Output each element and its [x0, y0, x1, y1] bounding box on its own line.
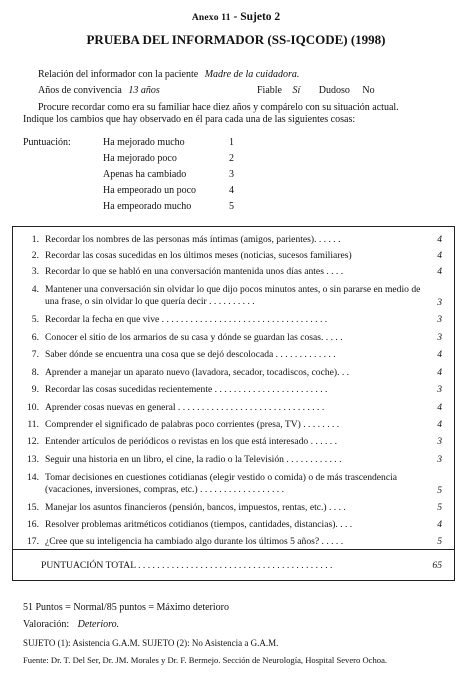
item-text: Recordar la fecha en que vive . . . . . . . . . . . . . . . . . . . . . . . . . . . . . . . . . . . [45, 314, 328, 325]
item-score: 5 [437, 485, 442, 496]
item-text: ¿Cree que su inteligencia ha cambiado algo durante los últimos 5 años? . . . . . [45, 536, 344, 547]
source-note: Fuente: Dr. T. Del Ser, Dr. JM. Morales y Dr. F. Bermejo. Sección de Neurología, Hospital Severo Ochoa. [23, 655, 388, 665]
item-text: Recordar las cosas sucedidas recientemente . . . . . . . . . . . . . . . . . . . . . . . . [45, 384, 328, 395]
item-number: 2. [31, 250, 39, 261]
total-divider [13, 549, 454, 550]
item-score: 4 [437, 349, 442, 360]
item-number: 17. [27, 536, 39, 547]
item-number: 4. [31, 284, 39, 295]
item-text: Aprender cosas nuevas en general . . . . . . . . . . . . . . . . . . . . . . . . . . . . . . . [45, 402, 325, 413]
item-score: 4 [437, 419, 442, 430]
item-text: Tomar decisiones en cuestiones cotidianas (elegir vestido o comida) o de más trascendencia (vacaciones, inversiones, compras, etc.) . . . . . . . . . . . . . . . . . . [45, 472, 398, 495]
item-score: 4 [437, 266, 442, 277]
item-number: 14. [27, 472, 39, 483]
item-number: 9. [31, 384, 39, 395]
item-text: Mantener una conversación sin olvidar lo que dijo pocos minutos antes, o sin pararse en medio de una frase, o sin olvidar lo que quería decir . . . . . . . . . . [45, 284, 421, 307]
scale-option-value: 3 [229, 169, 234, 180]
item-number: 11. [27, 419, 39, 430]
item-number: 8. [31, 367, 39, 378]
years-label: Años de convivencia [38, 85, 122, 96]
item-score: 3 [437, 297, 442, 308]
item-number: 16. [27, 519, 39, 530]
reliable-label: Fiable [257, 85, 282, 96]
page-title: PRUEBA DEL INFORMADOR (SS-IQCODE) (1998) [86, 32, 386, 47]
item-text: Entender artículos de periódicos o revistas en los que está interesado . . . . . . [45, 436, 337, 447]
item-text: Recordar lo que se habló en una conversación mantenida unos días antes . . . . [45, 266, 344, 277]
item-score: 3 [437, 454, 442, 465]
relation-row [38, 69, 299, 80]
scale-label: Puntuación: [23, 137, 71, 148]
item-number: 3. [31, 266, 39, 277]
items-table [12, 226, 455, 581]
item-text: Seguir una historia en un libro, el cine, la radio o la Televisión . . . . . . . . . . . . [45, 454, 342, 465]
item-score: 3 [437, 436, 442, 447]
relation-value: Madre de la cuidadora. [204, 69, 300, 80]
total-value: 65 [432, 560, 442, 571]
scale-option-value: 5 [229, 201, 234, 212]
reliability-row [257, 85, 375, 96]
annex-subject: - Sujeto 2 [230, 11, 281, 23]
item-text: Resolver problemas aritméticos cotidianos (tiempos, cantidades, distancias). . . . [45, 519, 353, 530]
item-text: Aprender a manejar un aparato nuevo (lavadora, secador, tocadiscos, coche). . . [45, 367, 350, 378]
item-score: 4 [437, 250, 442, 261]
reliable-value: Sí [292, 85, 301, 96]
item-text: Comprender el significado de palabras poco corrientes (presa, TV) . . . . . . . . [45, 419, 340, 430]
item-score: 5 [437, 502, 442, 513]
item-number: 6. [31, 332, 39, 343]
scale-option-text: Ha mejorado mucho [103, 137, 185, 148]
item-text: Recordar las cosas sucedidas en los últimos meses (noticias, sucesos familiares) [45, 250, 352, 261]
item-text: Conocer el sitio de los armarios de su casa y dónde se guardan las cosas. . . . . [45, 332, 343, 343]
scale-option-text: Ha empeorado mucho [103, 201, 192, 212]
annex-label: Anexo 11 [191, 13, 231, 23]
item-score: 4 [437, 367, 442, 378]
scale-option-value: 1 [229, 137, 234, 148]
valuation-row [23, 619, 119, 630]
item-number: 15. [27, 502, 39, 513]
valuation-value: Deterioro. [77, 619, 120, 630]
scale-option-text: Ha mejorado poco [103, 153, 177, 164]
instructions-line-2: Indique los cambios que hay observado en él para cada una de las siguientes cosas: [23, 114, 356, 125]
annex-heading [0, 11, 472, 23]
scale-option-text: Apenas ha cambiado [103, 169, 187, 180]
years-row [38, 85, 160, 96]
item-number: 5. [31, 314, 39, 325]
years-value: 13 años [128, 85, 160, 96]
item-number: 13. [27, 454, 39, 465]
item-score: 4 [437, 234, 442, 245]
item-score: 5 [437, 536, 442, 547]
item-number: 7. [31, 349, 39, 360]
scale-option-value: 2 [229, 153, 234, 164]
item-score: 4 [437, 402, 442, 413]
item-score: 4 [437, 519, 442, 530]
valuation-label: Valoración: [23, 619, 70, 630]
item-number: 1. [31, 234, 39, 245]
no-label: No [362, 85, 375, 96]
item-number: 10. [27, 402, 39, 413]
instructions-line-1: Procure recordar como era su familiar hace diez años y compárelo con su situación actual. [38, 102, 399, 113]
total-label: PUNTUACIÓN TOTAL . . . . . . . . . . . . . . . . . . . . . . . . . . . . . . . . . . . . . . . . . [41, 560, 333, 571]
scale-option-text: Ha empeorado un poco [103, 185, 197, 196]
item-text: Saber dónde se encuentra una cosa que se dejó descolocada . . . . . . . . . . . . . [45, 349, 336, 360]
item-text: Recordar los nombres de las personas más íntimas (amigos, parientes). . . . . . [45, 234, 341, 245]
points-line: 51 Puntos = Normal/85 puntos = Máximo deterioro [23, 602, 229, 613]
doubtful-label: Dudoso [318, 85, 350, 96]
item-score: 3 [437, 314, 442, 325]
relation-label: Relación del informador con la paciente [38, 69, 199, 80]
item-score: 3 [437, 384, 442, 395]
item-text: Manejar los asuntos financieros (pensión, bancos, impuestos, rentas, etc.) . . . . [45, 502, 346, 513]
subjects-note: SUJETO (1): Asistencia G.A.M. SUJETO (2): No Asistencia a G.A.M. [23, 638, 279, 648]
item-score: 3 [437, 332, 442, 343]
item-number: 12. [27, 436, 39, 447]
scale-option-value: 4 [229, 185, 234, 196]
